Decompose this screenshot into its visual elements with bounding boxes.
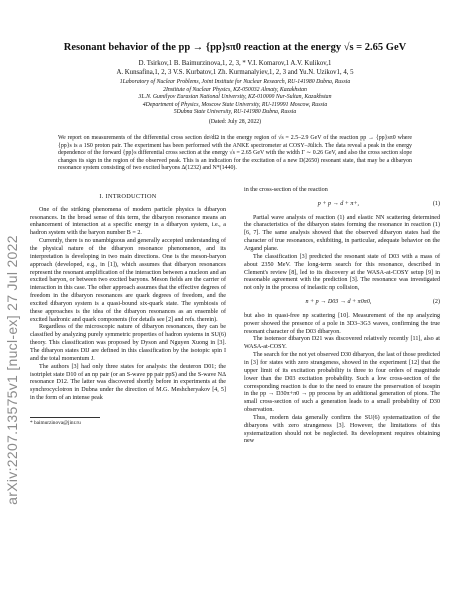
body-paragraph: The isotensor dibaryon D21 was discovered relatively recently [11], also at WASA-at-COSY. xyxy=(244,336,440,351)
arxiv-stamp-text: arXiv:2207.13575v1 [nucl-ex] 27 Jul 2022 xyxy=(4,235,20,505)
body-paragraph: The authors [3] had only three states for analysis: the deuteron D01; the isotriplet state D10 of an np pair (or an S-wave pp pair ppS) and the S-wave NΔ resonance D12. The latter was discovered shortly before in experiments at the synchrocyclotron in Dubna under the direction of M.G. Meshcheryakov [4, 5] in the form of an intense peak xyxy=(30,363,226,402)
equation-2 xyxy=(244,299,440,307)
body-paragraph: One of the striking phenomena of modern particle physics is dibaryon resonances. In the broad sense of this term, the dibaryon resonance means an enhancement of interaction at a specific energy in a dibaryon system, i.e., a hadron system with the baryon number B = 2. xyxy=(30,206,226,237)
body-paragraph: but also in quasi-free np scattering [10]. Measurement of the np analyzing power showed the presence of a pole in 3D3–3G3 waves, confirming the true resonant character of the D03 dibaryon. xyxy=(244,312,440,335)
affiliation: 5Dubna State University, RU-141980 Dubna, Russia xyxy=(173,109,297,116)
equation-expression: p + p → d + π+, xyxy=(317,200,360,207)
body-paragraph: The classification [3] predicted the resonant state of D03 with a mass of about 2350 MeV. The long-term search for this resonance, described in Clement's review [8], led to its discovery at the WASA-at-COSY setup [9] in reasonable agreement with the prediction [3]. The resonance was investigated not only in the process of inelastic np collision, xyxy=(244,253,440,292)
left-column xyxy=(30,187,226,446)
affiliation: 4Department of Physics, Moscow State University, RU-119991 Moscow, Russia xyxy=(142,101,328,108)
equation-number: (2) xyxy=(432,299,440,306)
section-heading: I. INTRODUCTION xyxy=(99,192,157,200)
body-paragraph: The search for the not yet observed D30 dibaryon, the last of those predicted in [3] for states with zero strangeness, showed in the experiment [12] that the upper limit of its excitation probability is three to four orders of magnitude lower than the D03 excitation probability. Such a low cross-section of the corresponding reaction is due to the need to ensure the preservation of isospin in the pp → D30π+π0 → pp process by an additional generation of pions. The small cross-section of such a generation leads to a small probability of D30 observation. xyxy=(244,352,440,414)
paper-page xyxy=(30,10,440,446)
date-line: (Dated: July 28, 2022) xyxy=(208,118,262,125)
two-column-body xyxy=(30,187,440,446)
affiliation: 1Laboratory of Nuclear Problems, Joint Institute for Nuclear Research, RU-141980 Dubna, Russia xyxy=(119,79,351,85)
author-line: D. Tsirkov,1 B. Baimurzinova,1, 2, 3, * V.I. Komarov,1 A.V. Kulikov,1 xyxy=(138,60,332,67)
arxiv-stamp xyxy=(2,190,22,550)
affiliation: 3L.N. Gumilyov Eurasian National University, KZ-010000 Nur-Sultan, Kazakhstan xyxy=(138,94,332,101)
affiliation: 2Institute of Nuclear Physics, KZ-050032 Almaty, Kazakhstan xyxy=(163,86,307,93)
equation-number: (1) xyxy=(432,200,440,207)
footnote: * baimurzinova@jinr.ru xyxy=(30,419,81,426)
abstract: We report on measurements of the differential cross section dσ/dΩ in the energy region of √s = 2.5–2.9 GeV of the reaction pp → {pp}sπ0 where {pp}s is a 1S0 proton pair. The experiment has been performed with the ANKE spectrometer at COSY–Jülich. The data reveal a peak in the energy dependence of the forward {pp}s differential cross section at the energy √s = 2.65 GeV with the width Γ ∼ 0.26 GeV, and also the cross section slope changes its sign in the region of the observed peak. This is an indication for the excitation of a new D(2650) resonant state, that may be a dibaryon resonance system consisting of two excited baryons Δ(1232) and N*(1440). xyxy=(58,134,412,172)
equation-expression: n + p → D03 → d + π0π0, xyxy=(305,299,372,306)
body-paragraph: in the cross-section of the reaction xyxy=(244,186,328,193)
equation-1 xyxy=(244,201,440,209)
affiliation-list xyxy=(30,79,440,117)
body-paragraph: Partial wave analysis of reaction (1) and elastic NN scattering determined the characteristics of the dibaryon states forming the resonance in reaction (1) [6, 7]. The same analysis showed that the observed dibaryon states had the character of true resonances, exhibiting, in particular, adequate behavior on the Argand plane. xyxy=(244,214,440,252)
author-list xyxy=(30,59,440,77)
body-paragraph: Thus, modern data generally confirm the SU(6) systematization of the dibaryons with zero strangeness [3]. However, the limitations of this systematization should not be neglected. Its development requires obtaining new xyxy=(244,414,440,445)
footnote-rule xyxy=(30,417,100,418)
body-paragraph: Currently, there is no unambiguous and generally accepted understanding of the physical nature of the dibaryon resonance phenomenon, and its interpretation is developing in two main directions. One is the meson-baryon approach (developed, e.g., in [1]), which assumes that dibaryon resonances represent the resonant amplification of the interaction between a nucleon and an excited baryon, or between two excited baryons. Meson fields are the carrier of interaction in this case. The other approach assumes that the effective degrees of freedom in the dibaryon resonances are quark degrees of freedom, and the excited dibaryon system is a quasi-bound six-quark state. The symbiosis of these approaches is the idea of the dibaryon resonances as an ensemble of excited hadronic and quark components (for details see [2] and refs. therein). xyxy=(30,238,226,323)
paper-title: Resonant behavior of the pp → {pp}sπ0 reaction at the energy √s = 2.65 GeV xyxy=(63,42,407,53)
right-column xyxy=(244,187,440,446)
author-line: A. Kunsafina,1, 2, 3 V.S. Kurbatov,1 Zh. Kurmanalyiev,1, 2, 3 and Yu.N. Uzikov1, 4, 5 xyxy=(116,69,354,76)
body-paragraph: Regardless of the microscopic nature of dibaryon resonances, they can be classified by analyzing purely symmetric properties of hadron systems in SU(6) theory. This classification was proposed by Dyson and Nguyen Xuong in [3]. The dibaryon states DIJ are defined in this classification by the isotopic spin I and the total momentum J. xyxy=(30,324,226,362)
